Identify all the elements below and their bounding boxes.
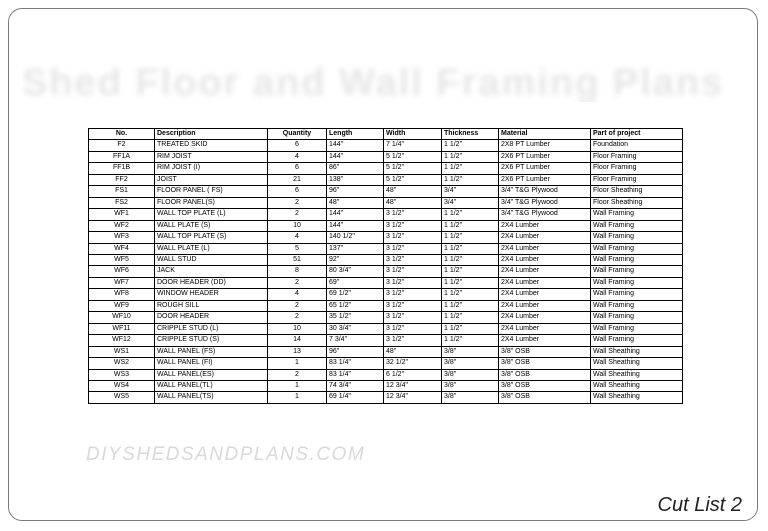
cell-width: 32 1/2" xyxy=(384,358,442,369)
cell-no: WF7 xyxy=(89,277,155,288)
cell-thickness: 3/8" xyxy=(442,346,499,357)
cell-no: WS3 xyxy=(89,369,155,380)
cell-length: 7 3/4" xyxy=(327,335,384,346)
table-row xyxy=(89,358,683,369)
cell-no: WF3 xyxy=(89,232,155,243)
page-label: Cut List 2 xyxy=(657,494,742,516)
cell-material: 2X4 Lumber xyxy=(499,335,591,346)
cell-width: 5 1/2" xyxy=(384,163,442,174)
blurred-title-text: Shed Floor and Wall Framing Plans xyxy=(22,62,725,102)
cell-quantity: 2 xyxy=(268,209,327,220)
cell-part: Wall Framing xyxy=(591,254,683,265)
cell-quantity: 21 xyxy=(268,174,327,185)
cell-description: DOOR HEADER xyxy=(155,312,268,323)
table-row xyxy=(89,232,683,243)
cell-material: 2X4 Lumber xyxy=(499,232,591,243)
cell-part: Wall Framing xyxy=(591,323,683,334)
cell-no: WF4 xyxy=(89,243,155,254)
header-material: Material xyxy=(499,129,591,140)
table-header-row xyxy=(89,129,683,140)
table-row xyxy=(89,140,683,151)
table-row xyxy=(89,323,683,334)
cell-width: 3 1/2" xyxy=(384,277,442,288)
cell-width: 3 1/2" xyxy=(384,335,442,346)
cell-width: 5 1/2" xyxy=(384,151,442,162)
cell-width: 3 1/2" xyxy=(384,220,442,231)
cell-part: Floor Framing xyxy=(591,151,683,162)
cell-material: 3/4" T&G Plywood xyxy=(499,186,591,197)
cell-length: 48" xyxy=(327,197,384,208)
cell-material: 3/8" OSB xyxy=(499,392,591,403)
watermark: DIYSHEDSANDPLANS.COM xyxy=(86,444,366,465)
cell-description: CRIPPLE STUD (L) xyxy=(155,323,268,334)
table-row xyxy=(89,277,683,288)
cell-material: 3/8" OSB xyxy=(499,358,591,369)
table-row xyxy=(89,243,683,254)
cell-description: RIM JOIST xyxy=(155,151,268,162)
cell-quantity: 4 xyxy=(268,232,327,243)
cell-no: WS1 xyxy=(89,346,155,357)
cell-width: 3 1/2" xyxy=(384,254,442,265)
cell-material: 2X6 PT Lumber xyxy=(499,174,591,185)
cell-quantity: 2 xyxy=(268,312,327,323)
cell-thickness: 1 1/2" xyxy=(442,254,499,265)
cell-part: Wall Framing xyxy=(591,243,683,254)
cell-length: 137" xyxy=(327,243,384,254)
cell-length: 30 3/4" xyxy=(327,323,384,334)
table-row xyxy=(89,346,683,357)
cell-length: 69 1/4" xyxy=(327,392,384,403)
table-row xyxy=(89,151,683,162)
cell-material: 3/8" OSB xyxy=(499,369,591,380)
cell-part: Wall Framing xyxy=(591,300,683,311)
cell-width: 3 1/2" xyxy=(384,289,442,300)
cell-thickness: 3/8" xyxy=(442,369,499,380)
cell-width: 48" xyxy=(384,197,442,208)
cell-description: WALL TOP PLATE (S) xyxy=(155,232,268,243)
cell-no: FF1A xyxy=(89,151,155,162)
cell-quantity: 6 xyxy=(268,186,327,197)
cell-length: 96" xyxy=(327,346,384,357)
header-part: Part of project xyxy=(591,129,683,140)
cell-thickness: 1 1/2" xyxy=(442,300,499,311)
cell-no: WS4 xyxy=(89,380,155,391)
cell-thickness: 1 1/2" xyxy=(442,289,499,300)
cell-thickness: 1 1/2" xyxy=(442,277,499,288)
cell-quantity: 2 xyxy=(268,300,327,311)
cell-material: 2X6 PT Lumber xyxy=(499,151,591,162)
cell-quantity: 2 xyxy=(268,369,327,380)
cell-length: 144" xyxy=(327,220,384,231)
cell-thickness: 1 1/2" xyxy=(442,232,499,243)
cell-description: WALL TOP PLATE (L) xyxy=(155,209,268,220)
cell-length: 144" xyxy=(327,151,384,162)
cell-no: F2 xyxy=(89,140,155,151)
cell-length: 140 1/2" xyxy=(327,232,384,243)
cell-part: Wall Framing xyxy=(591,220,683,231)
cell-thickness: 1 1/2" xyxy=(442,220,499,231)
cell-description: FLOOR PANEL(S) xyxy=(155,197,268,208)
cut-list-table xyxy=(88,128,683,404)
cell-width: 6 1/2" xyxy=(384,369,442,380)
table-row xyxy=(89,174,683,185)
cell-no: WF2 xyxy=(89,220,155,231)
cell-quantity: 51 xyxy=(268,254,327,265)
cell-thickness: 1 1/2" xyxy=(442,323,499,334)
cell-no: WF10 xyxy=(89,312,155,323)
cell-description: WALL STUD xyxy=(155,254,268,265)
cell-width: 3 1/2" xyxy=(384,266,442,277)
cell-description: FLOOR PANEL ( FS) xyxy=(155,186,268,197)
table-row xyxy=(89,186,683,197)
cell-description: JOIST xyxy=(155,174,268,185)
table-row xyxy=(89,369,683,380)
cell-part: Wall Sheathing xyxy=(591,392,683,403)
cell-length: 144" xyxy=(327,209,384,220)
cell-quantity: 13 xyxy=(268,346,327,357)
cell-quantity: 4 xyxy=(268,151,327,162)
cell-length: 74 3/4" xyxy=(327,380,384,391)
cell-part: Floor Framing xyxy=(591,174,683,185)
cell-quantity: 2 xyxy=(268,277,327,288)
cell-description: ROUGH SILL xyxy=(155,300,268,311)
cell-material: 2X4 Lumber xyxy=(499,323,591,334)
cell-quantity: 5 xyxy=(268,243,327,254)
header-description: Description xyxy=(155,129,268,140)
cell-material: 2X6 PT Lumber xyxy=(499,163,591,174)
cell-thickness: 3/4" xyxy=(442,197,499,208)
cell-width: 5 1/2" xyxy=(384,174,442,185)
cell-material: 2X4 Lumber xyxy=(499,243,591,254)
cell-description: WALL PLATE (L) xyxy=(155,243,268,254)
cell-no: WS5 xyxy=(89,392,155,403)
cell-width: 3 1/2" xyxy=(384,300,442,311)
cell-length: 35 1/2" xyxy=(327,312,384,323)
cell-no: WF8 xyxy=(89,289,155,300)
cell-description: WALL PLATE (S) xyxy=(155,220,268,231)
cell-thickness: 1 1/2" xyxy=(442,163,499,174)
cell-quantity: 4 xyxy=(268,289,327,300)
cell-quantity: 10 xyxy=(268,220,327,231)
cell-length: 83 1/4" xyxy=(327,358,384,369)
cell-length: 83 1/4" xyxy=(327,369,384,380)
table-row xyxy=(89,335,683,346)
cell-part: Wall Framing xyxy=(591,266,683,277)
cell-length: 138" xyxy=(327,174,384,185)
cell-no: FS2 xyxy=(89,197,155,208)
cell-length: 144" xyxy=(327,140,384,151)
table-row xyxy=(89,197,683,208)
table-row xyxy=(89,289,683,300)
header-width: Width xyxy=(384,129,442,140)
cell-part: Wall Framing xyxy=(591,277,683,288)
cell-description: DOOR HEADER (DD) xyxy=(155,277,268,288)
cell-part: Wall Sheathing xyxy=(591,369,683,380)
cell-no: WF6 xyxy=(89,266,155,277)
cell-thickness: 1 1/2" xyxy=(442,151,499,162)
cell-part: Wall Sheathing xyxy=(591,346,683,357)
cell-no: FF1B xyxy=(89,163,155,174)
cell-part: Wall Framing xyxy=(591,232,683,243)
header-length: Length xyxy=(327,129,384,140)
cell-length: 69 1/2" xyxy=(327,289,384,300)
cell-quantity: 1 xyxy=(268,380,327,391)
cell-quantity: 1 xyxy=(268,358,327,369)
cell-description: JACK xyxy=(155,266,268,277)
table-row xyxy=(89,380,683,391)
cell-material: 2X4 Lumber xyxy=(499,312,591,323)
table-row xyxy=(89,266,683,277)
cell-part: Floor Sheathing xyxy=(591,186,683,197)
cell-width: 3 1/2" xyxy=(384,312,442,323)
header-quantity: Quantity xyxy=(268,129,327,140)
cell-length: 96" xyxy=(327,186,384,197)
cell-part: Wall Framing xyxy=(591,312,683,323)
cell-thickness: 3/8" xyxy=(442,358,499,369)
cell-thickness: 1 1/2" xyxy=(442,243,499,254)
cell-no: WF12 xyxy=(89,335,155,346)
cell-no: WF1 xyxy=(89,209,155,220)
cell-width: 3 1/2" xyxy=(384,209,442,220)
cell-quantity: 6 xyxy=(268,163,327,174)
cell-material: 2X4 Lumber xyxy=(499,277,591,288)
cell-thickness: 1 1/2" xyxy=(442,335,499,346)
cell-description: WALL PANEL (FI) xyxy=(155,358,268,369)
cell-quantity: 6 xyxy=(268,140,327,151)
table-row xyxy=(89,163,683,174)
cell-material: 2X4 Lumber xyxy=(499,289,591,300)
cell-thickness: 3/8" xyxy=(442,380,499,391)
cell-material: 3/8" OSB xyxy=(499,380,591,391)
cell-length: 80 3/4" xyxy=(327,266,384,277)
cell-no: WS2 xyxy=(89,358,155,369)
cell-material: 2X4 Lumber xyxy=(499,300,591,311)
table-row xyxy=(89,209,683,220)
table-row xyxy=(89,392,683,403)
table-body xyxy=(89,140,683,403)
cell-thickness: 1 1/2" xyxy=(442,174,499,185)
cell-description: RIM JOIST (I) xyxy=(155,163,268,174)
cell-length: 92" xyxy=(327,254,384,265)
cell-quantity: 8 xyxy=(268,266,327,277)
cell-material: 2X4 Lumber xyxy=(499,266,591,277)
cell-quantity: 10 xyxy=(268,323,327,334)
cell-part: Foundation xyxy=(591,140,683,151)
cell-part: Wall Sheathing xyxy=(591,358,683,369)
cell-thickness: 1 1/2" xyxy=(442,209,499,220)
blurred-title xyxy=(22,62,738,102)
cell-length: 69" xyxy=(327,277,384,288)
cell-material: 3/4" T&G Plywood xyxy=(499,197,591,208)
cell-thickness: 1 1/2" xyxy=(442,140,499,151)
cell-material: 2X4 Lumber xyxy=(499,254,591,265)
cell-description: CRIPPLE STUD (S) xyxy=(155,335,268,346)
cell-no: FF2 xyxy=(89,174,155,185)
cell-part: Wall Framing xyxy=(591,335,683,346)
cell-width: 12 3/4" xyxy=(384,380,442,391)
cell-description: WALL PANEL (FS) xyxy=(155,346,268,357)
cell-description: WALL PANEL(TL) xyxy=(155,380,268,391)
cell-part: Wall Framing xyxy=(591,209,683,220)
cell-width: 7 1/4" xyxy=(384,140,442,151)
cell-material: 3/8" OSB xyxy=(499,346,591,357)
cell-quantity: 2 xyxy=(268,197,327,208)
cell-width: 3 1/2" xyxy=(384,323,442,334)
cell-part: Floor Framing xyxy=(591,163,683,174)
cell-description: TREATED SKID xyxy=(155,140,268,151)
cell-thickness: 3/4" xyxy=(442,186,499,197)
cell-description: WALL PANEL(ES) xyxy=(155,369,268,380)
cell-material: 2X4 Lumber xyxy=(499,220,591,231)
cell-width: 12 3/4" xyxy=(384,392,442,403)
cell-part: Wall Sheathing xyxy=(591,380,683,391)
header-thickness: Thickness xyxy=(442,129,499,140)
header-no: No. xyxy=(89,129,155,140)
cell-width: 48" xyxy=(384,186,442,197)
table-row xyxy=(89,312,683,323)
cell-no: WF5 xyxy=(89,254,155,265)
table-row xyxy=(89,220,683,231)
cell-thickness: 3/8" xyxy=(442,392,499,403)
cell-width: 48" xyxy=(384,346,442,357)
table-row xyxy=(89,300,683,311)
cell-part: Floor Sheathing xyxy=(591,197,683,208)
cell-length: 65 1/2" xyxy=(327,300,384,311)
cell-description: WINDOW HEADER xyxy=(155,289,268,300)
cell-width: 3 1/2" xyxy=(384,243,442,254)
table-row xyxy=(89,254,683,265)
cell-material: 3/4" T&G Plywood xyxy=(499,209,591,220)
cell-part: Wall Framing xyxy=(591,289,683,300)
cell-material: 2X8 PT Lumber xyxy=(499,140,591,151)
cell-quantity: 1 xyxy=(268,392,327,403)
cell-no: WF9 xyxy=(89,300,155,311)
cell-thickness: 1 1/2" xyxy=(442,266,499,277)
cell-description: WALL PANEL(TS) xyxy=(155,392,268,403)
cell-no: WF11 xyxy=(89,323,155,334)
cell-width: 3 1/2" xyxy=(384,232,442,243)
cell-no: FS1 xyxy=(89,186,155,197)
cell-quantity: 14 xyxy=(268,335,327,346)
cell-thickness: 1 1/2" xyxy=(442,312,499,323)
cell-length: 86" xyxy=(327,163,384,174)
